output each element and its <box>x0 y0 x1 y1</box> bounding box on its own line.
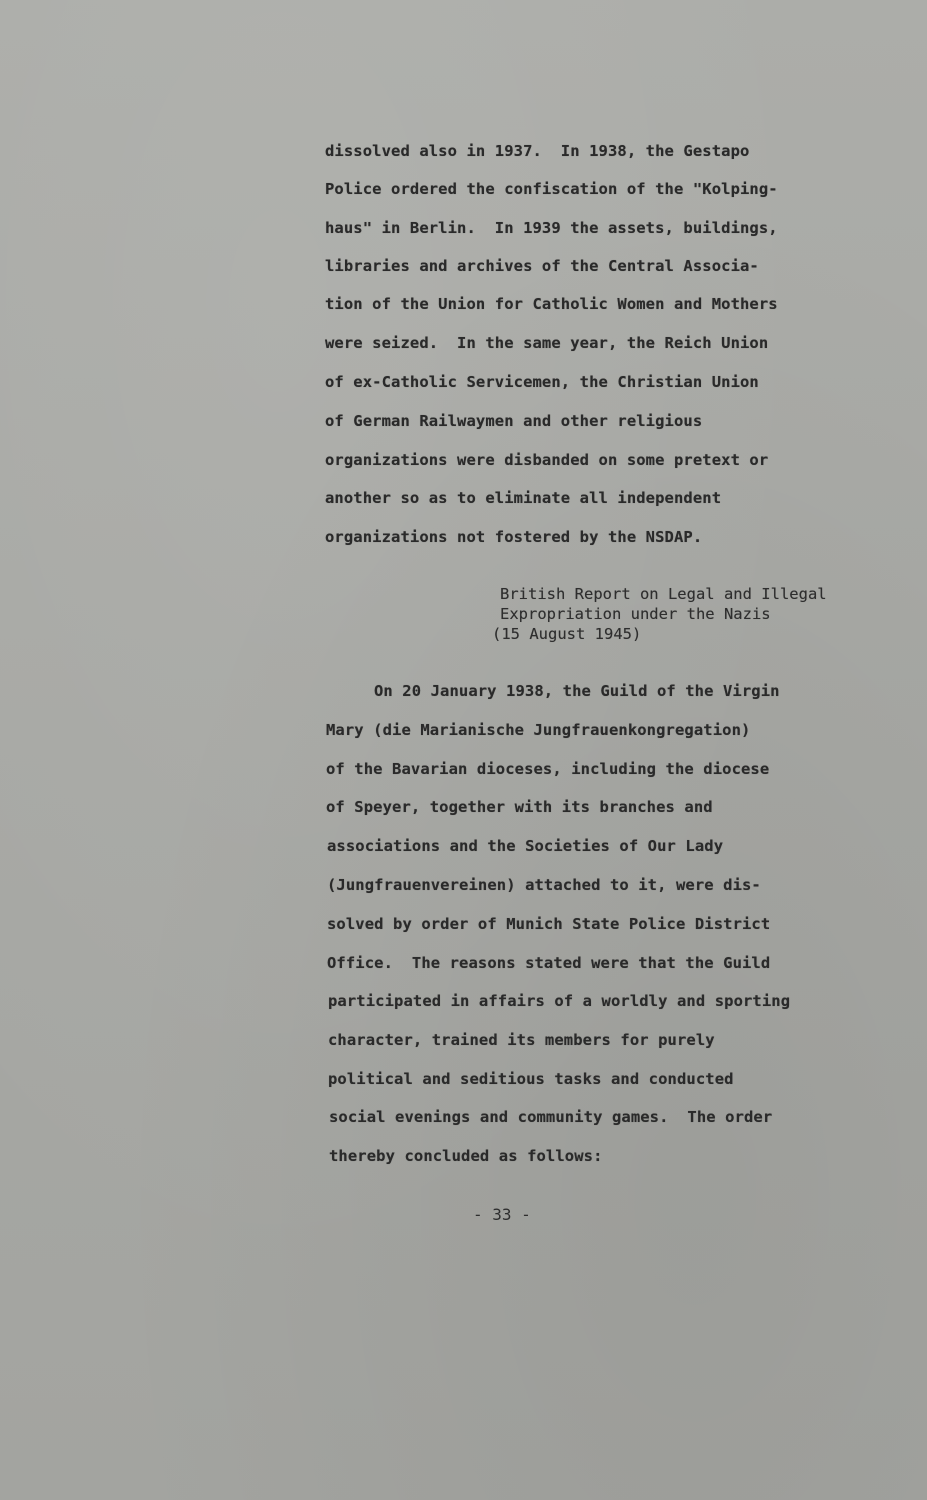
text-line: social evenings and community games. The order <box>329 1108 773 1126</box>
text-line: associations and the Societies of Our Lady <box>327 837 724 855</box>
citation-line: British Report on Legal and Illegal <box>500 585 827 603</box>
text-line: organizations were disbanded on some pretext or <box>325 451 769 469</box>
text-line: thereby concluded as follows: <box>329 1147 603 1165</box>
text-line: participated in affairs of a worldly and sporting <box>328 992 791 1010</box>
text-line: of German Railwaymen and other religious <box>325 412 703 430</box>
page-number: - 33 - <box>473 1205 531 1224</box>
citation-line: (15 August 1945) <box>492 625 642 643</box>
text-line: organizations not fostered by the NSDAP. <box>325 528 703 546</box>
text-line: were seized. In the same year, the Reich Union <box>325 334 769 352</box>
text-line: Mary (die Marianische Jungfrauenkongregation) <box>326 721 751 739</box>
text-line: haus" in Berlin. In 1939 the assets, buildings, <box>325 219 778 237</box>
text-line: On 20 January 1938, the Guild of the Virgin <box>374 682 780 700</box>
text-line: political and seditious tasks and conducted <box>328 1070 734 1088</box>
text-line: Police ordered the confiscation of the "Kolping- <box>325 180 778 198</box>
text-line: of Speyer, together with its branches and <box>326 798 713 816</box>
citation-line: Expropriation under the Nazis <box>500 605 771 623</box>
text-line: tion of the Union for Catholic Women and Mothers <box>325 295 778 313</box>
text-line: (Jungfrauenvereinen) attached to it, were dis- <box>327 876 761 894</box>
text-line: of the Bavarian dioceses, including the diocese <box>326 760 770 778</box>
text-line: libraries and archives of the Central Associa- <box>325 257 759 275</box>
text-line: of ex-Catholic Servicemen, the Christian Union <box>325 373 759 391</box>
text-line: Office. The reasons stated were that the Guild <box>327 954 771 972</box>
text-line: another so as to eliminate all independent <box>325 489 722 507</box>
text-line: solved by order of Munich State Police District <box>327 915 771 933</box>
text-line: character, trained its members for purely <box>328 1031 715 1049</box>
text-line: dissolved also in 1937. In 1938, the Gestapo <box>325 142 750 160</box>
